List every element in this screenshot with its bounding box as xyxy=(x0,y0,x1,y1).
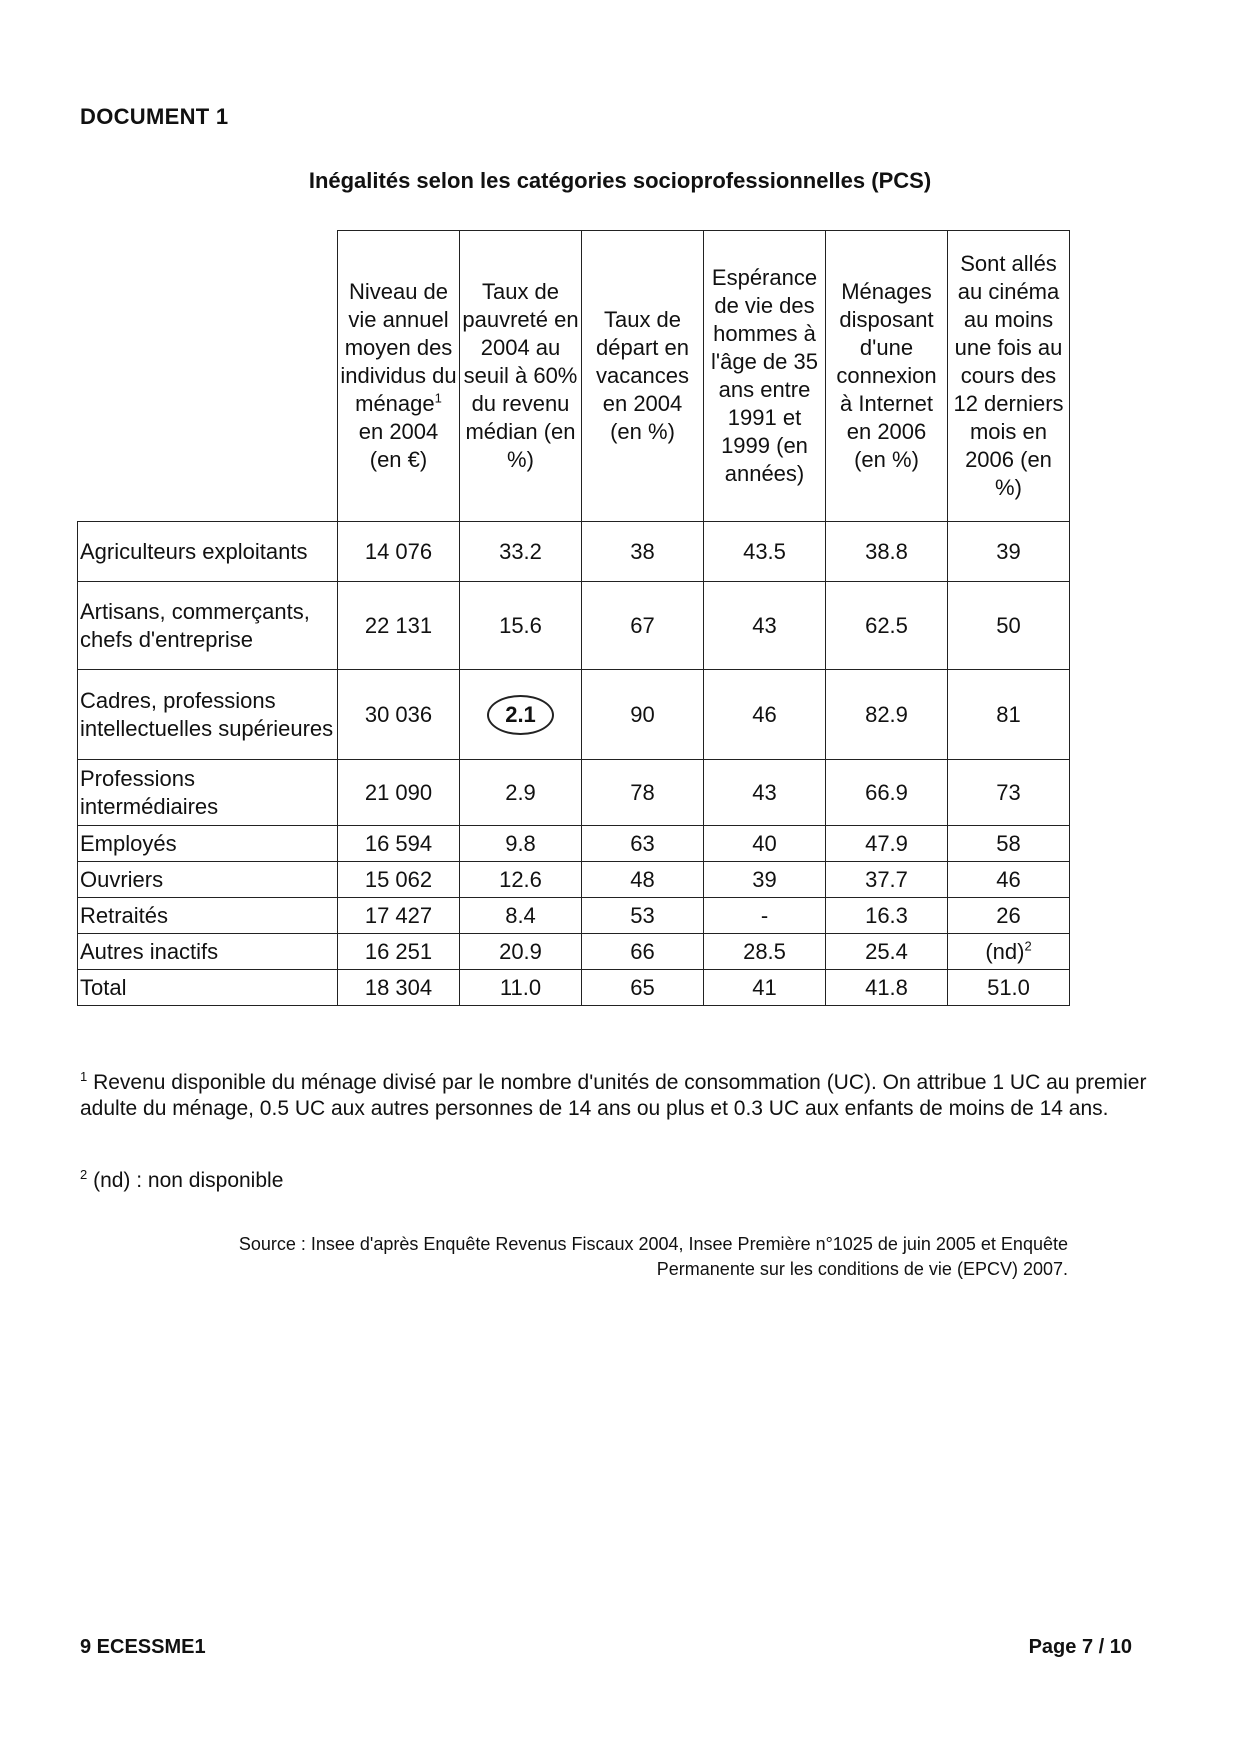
table-cell: 82.9 xyxy=(826,670,948,760)
table-cell: 81 xyxy=(948,670,1070,760)
row-label: Artisans, commerçants, chefs d'entreprise xyxy=(78,582,338,670)
footnote-marker: 2 xyxy=(1024,938,1032,954)
table-cell: 26 xyxy=(948,898,1070,934)
table-cell: 63 xyxy=(582,826,704,862)
table-cell: 62.5 xyxy=(826,582,948,670)
table-cell: 58 xyxy=(948,826,1070,862)
table-cell: 90 xyxy=(582,670,704,760)
column-header-niveau-de-vie xyxy=(338,231,460,522)
table-cell: 51.0 xyxy=(948,970,1070,1006)
table-cell: 11.0 xyxy=(460,970,582,1006)
table-cell: 38.8 xyxy=(826,522,948,582)
column-header-taux-depart-vacances: Taux de départ en vacances en 2004 (en %) xyxy=(582,231,704,522)
table-cell: 43 xyxy=(704,760,826,826)
nd-value: (nd) xyxy=(985,938,1025,964)
table-cell: 14 076 xyxy=(338,522,460,582)
footnote-marker: 1 xyxy=(80,1069,88,1084)
source-citation xyxy=(88,1232,1068,1282)
table-cell: 73 xyxy=(948,760,1070,826)
column-header-taux-pauvrete: Taux de pauvreté en 2004 au seuil à 60% du revenu médian (en %) xyxy=(460,231,582,522)
document-label: DOCUMENT 1 xyxy=(80,104,229,129)
row-label: Autres inactifs xyxy=(78,934,338,970)
row-label: Retraités xyxy=(78,898,338,934)
table-cell: 41 xyxy=(704,970,826,1006)
table-cell: 18 304 xyxy=(338,970,460,1006)
table-cell: 15 062 xyxy=(338,862,460,898)
table-cell: 39 xyxy=(948,522,1070,582)
table-cell: 9.8 xyxy=(460,826,582,862)
table-cell: 46 xyxy=(948,862,1070,898)
table-row xyxy=(78,898,1070,934)
table-cell: 53 xyxy=(582,898,704,934)
table-row xyxy=(78,522,1070,582)
footnote-marker: 2 xyxy=(80,1167,88,1182)
footnote-1 xyxy=(80,1070,1170,1122)
table-cell: 48 xyxy=(582,862,704,898)
row-label: Agriculteurs exploitants xyxy=(78,522,338,582)
table-row xyxy=(78,760,1070,826)
table-cell: - xyxy=(704,898,826,934)
table-cell: 46 xyxy=(704,670,826,760)
table-row xyxy=(78,934,1070,970)
row-label: Total xyxy=(78,970,338,1006)
column-header-label: Niveau de vie annuel moyen des individus du ménage xyxy=(340,279,457,416)
table-cell: 30 036 xyxy=(338,670,460,760)
table-cell: 38 xyxy=(582,522,704,582)
table-cell: 15.6 xyxy=(460,582,582,670)
table-cell: 39 xyxy=(704,862,826,898)
table-cell: 16 594 xyxy=(338,826,460,862)
table-cell: 25.4 xyxy=(826,934,948,970)
row-label: Employés xyxy=(78,826,338,862)
row-label: Cadres, professions intellectuelles supérieures xyxy=(78,670,338,760)
table-title: Inégalités selon les catégories socioprofessionnelles (PCS) xyxy=(308,168,932,193)
table-cell: 16.3 xyxy=(826,898,948,934)
table-cell: 65 xyxy=(582,970,704,1006)
page-number: Page 7 / 10 xyxy=(1028,1636,1132,1658)
table-cell: 43.5 xyxy=(704,522,826,582)
table-cell: 28.5 xyxy=(704,934,826,970)
table-cell: 21 090 xyxy=(338,760,460,826)
table-cell: 47.9 xyxy=(826,826,948,862)
table-cell xyxy=(948,934,1070,970)
column-header-suffix: en 2004 (en €) xyxy=(358,419,439,472)
table-cell: 41.8 xyxy=(826,970,948,1006)
table-cell: 66 xyxy=(582,934,704,970)
table-cell: 66.9 xyxy=(826,760,948,826)
table-row xyxy=(78,970,1070,1006)
table-cell xyxy=(460,670,582,760)
table-cell: 78 xyxy=(582,760,704,826)
column-header-esperance-vie: Espérance de vie des hommes à l'âge de 35 ans entre 1991 et 1999 (en années) xyxy=(704,231,826,522)
table-cell: 40 xyxy=(704,826,826,862)
table-cell: 43 xyxy=(704,582,826,670)
table-cell: 12.6 xyxy=(460,862,582,898)
table-row xyxy=(78,582,1070,670)
footer-code: 9 ECESSME1 xyxy=(80,1636,206,1658)
table-cell: 16 251 xyxy=(338,934,460,970)
footnote-text: Revenu disponible du ménage divisé par le nombre d'unités de consommation (UC). On attribue 1 UC au premier adulte du ménage, 0.5 UC aux autres personnes de 14 ans ou plus et 0.3 UC aux enfants de moins de 14 ans. xyxy=(80,1071,1147,1120)
column-header-menages-internet: Ménages disposant d'une connexion à Internet en 2006 (en %) xyxy=(826,231,948,522)
table-cell: 17 427 xyxy=(338,898,460,934)
table-row xyxy=(78,826,1070,862)
pcs-table xyxy=(77,230,1070,1006)
row-label: Professions intermédiaires xyxy=(78,760,338,826)
table-cell: 67 xyxy=(582,582,704,670)
footnote-text: (nd) : non disponible xyxy=(93,1169,284,1192)
table-cell: 8.4 xyxy=(460,898,582,934)
table-cell: 37.7 xyxy=(826,862,948,898)
table-cell: 22 131 xyxy=(338,582,460,670)
source-line: Permanente sur les conditions de vie (EPCV) 2007. xyxy=(656,1259,1068,1279)
table-cell: 33.2 xyxy=(460,522,582,582)
table-row xyxy=(78,670,1070,760)
source-line: Source : Insee d'après Enquête Revenus Fiscaux 2004, Insee Première n°1025 de juin 2005 et Enquête xyxy=(238,1234,1068,1254)
row-label: Ouvriers xyxy=(78,862,338,898)
corner-cell xyxy=(78,231,338,522)
column-header-cinema: Sont allés au cinéma au moins une fois au cours des 12 derniers mois en 2006 (en %) xyxy=(948,231,1070,522)
circled-value: 2.1 xyxy=(487,695,554,735)
table-cell: 2.9 xyxy=(460,760,582,826)
table-row xyxy=(78,862,1070,898)
footnote-marker: 1 xyxy=(434,390,442,406)
table-cell: 20.9 xyxy=(460,934,582,970)
header-row xyxy=(78,231,1070,522)
footnote-2 xyxy=(80,1168,1170,1194)
table-cell: 50 xyxy=(948,582,1070,670)
